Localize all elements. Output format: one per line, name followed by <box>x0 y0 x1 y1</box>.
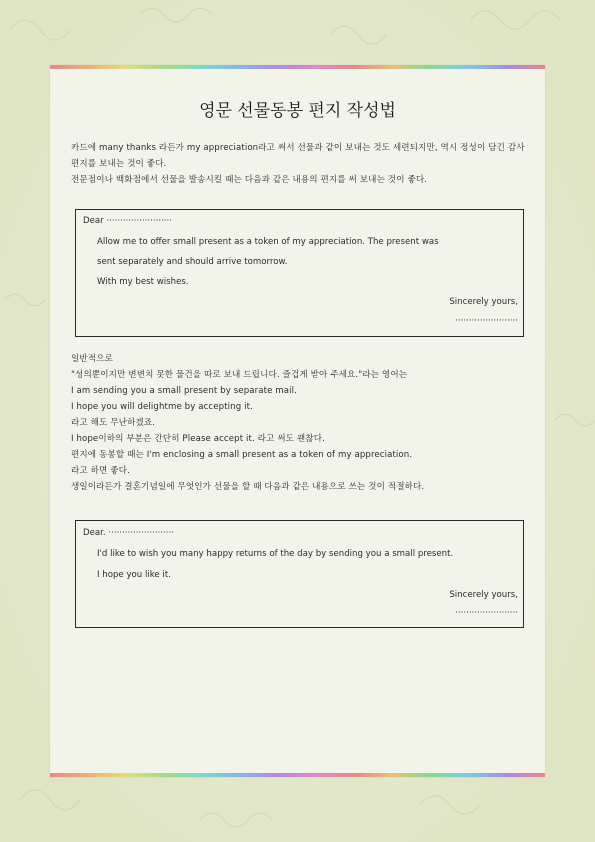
rainbow-border-top <box>50 65 545 69</box>
explanation-paragraph <box>71 351 529 495</box>
text-line: 편지에 동봉할 때는 I'm enclosing a small present as a token of my appreciation. <box>71 450 413 460</box>
letter-closing: Sincerely yours, <box>449 590 518 600</box>
text-line: I hope you will delightme by accepting it. <box>71 402 253 412</box>
letter-body-line: Allow me to offer small present as a token of my appreciation. The present was <box>97 237 439 247</box>
letter-signature: ······················· <box>455 316 518 326</box>
intro-paragraph <box>71 140 529 188</box>
example-letter-box <box>75 520 524 628</box>
text-line: 라고 해도 무난하겠죠. <box>71 418 156 428</box>
intro-line: 전문점이나 백화점에서 선물을 발송시킬 때는 다음과 같은 내용의 편지를 써 보내는 것이 좋다. <box>71 175 428 185</box>
intro-line: 카드에 many thanks 라든가 my appreciation라고 써서 선물과 같이 보내는 것도 세련되지만, 역시 정성이 담긴 감사 편지를 보내는 것이 좋다. <box>71 143 525 169</box>
text-line: 생일이라든가 결혼기념일에 무엇인가 선물을 할 때 다음과 같은 내용으로 쓰는 것이 적절하다. <box>71 482 425 492</box>
example-letter-box <box>75 209 524 337</box>
text-line: I hope이하의 부분은 간단히 Please accept it. 라고 써도 괜찮다. <box>71 434 325 444</box>
document-paper <box>50 65 545 777</box>
text-line: 라고 하면 좋다. <box>71 466 130 476</box>
text-line: 일반적으로 <box>71 354 114 364</box>
letter-body-line: I'd like to wish you many happy returns of the day by sending you a small present. <box>97 549 454 559</box>
rainbow-border-bottom <box>50 773 545 777</box>
letter-body-line: I hope you like it. <box>97 570 171 580</box>
letter-body-line: With my best wishes. <box>97 277 189 287</box>
text-line: I am sending you a small present by separate mail. <box>71 386 297 396</box>
letter-salutation: Dear ························ <box>83 216 172 226</box>
page-title: 영문 선물동봉 편지 작성법 <box>199 101 396 121</box>
letter-signature: ······················· <box>455 608 518 618</box>
letter-body-line: sent separately and should arrive tomorrow. <box>97 257 288 267</box>
letter-closing: Sincerely yours, <box>449 297 518 307</box>
text-line: "성의뿐이지만 변변치 못한 물건을 따로 보내 드립니다. 즐겁게 받아 주세요."라는 영어는 <box>71 370 408 380</box>
letter-salutation: Dear. ························ <box>83 528 174 538</box>
